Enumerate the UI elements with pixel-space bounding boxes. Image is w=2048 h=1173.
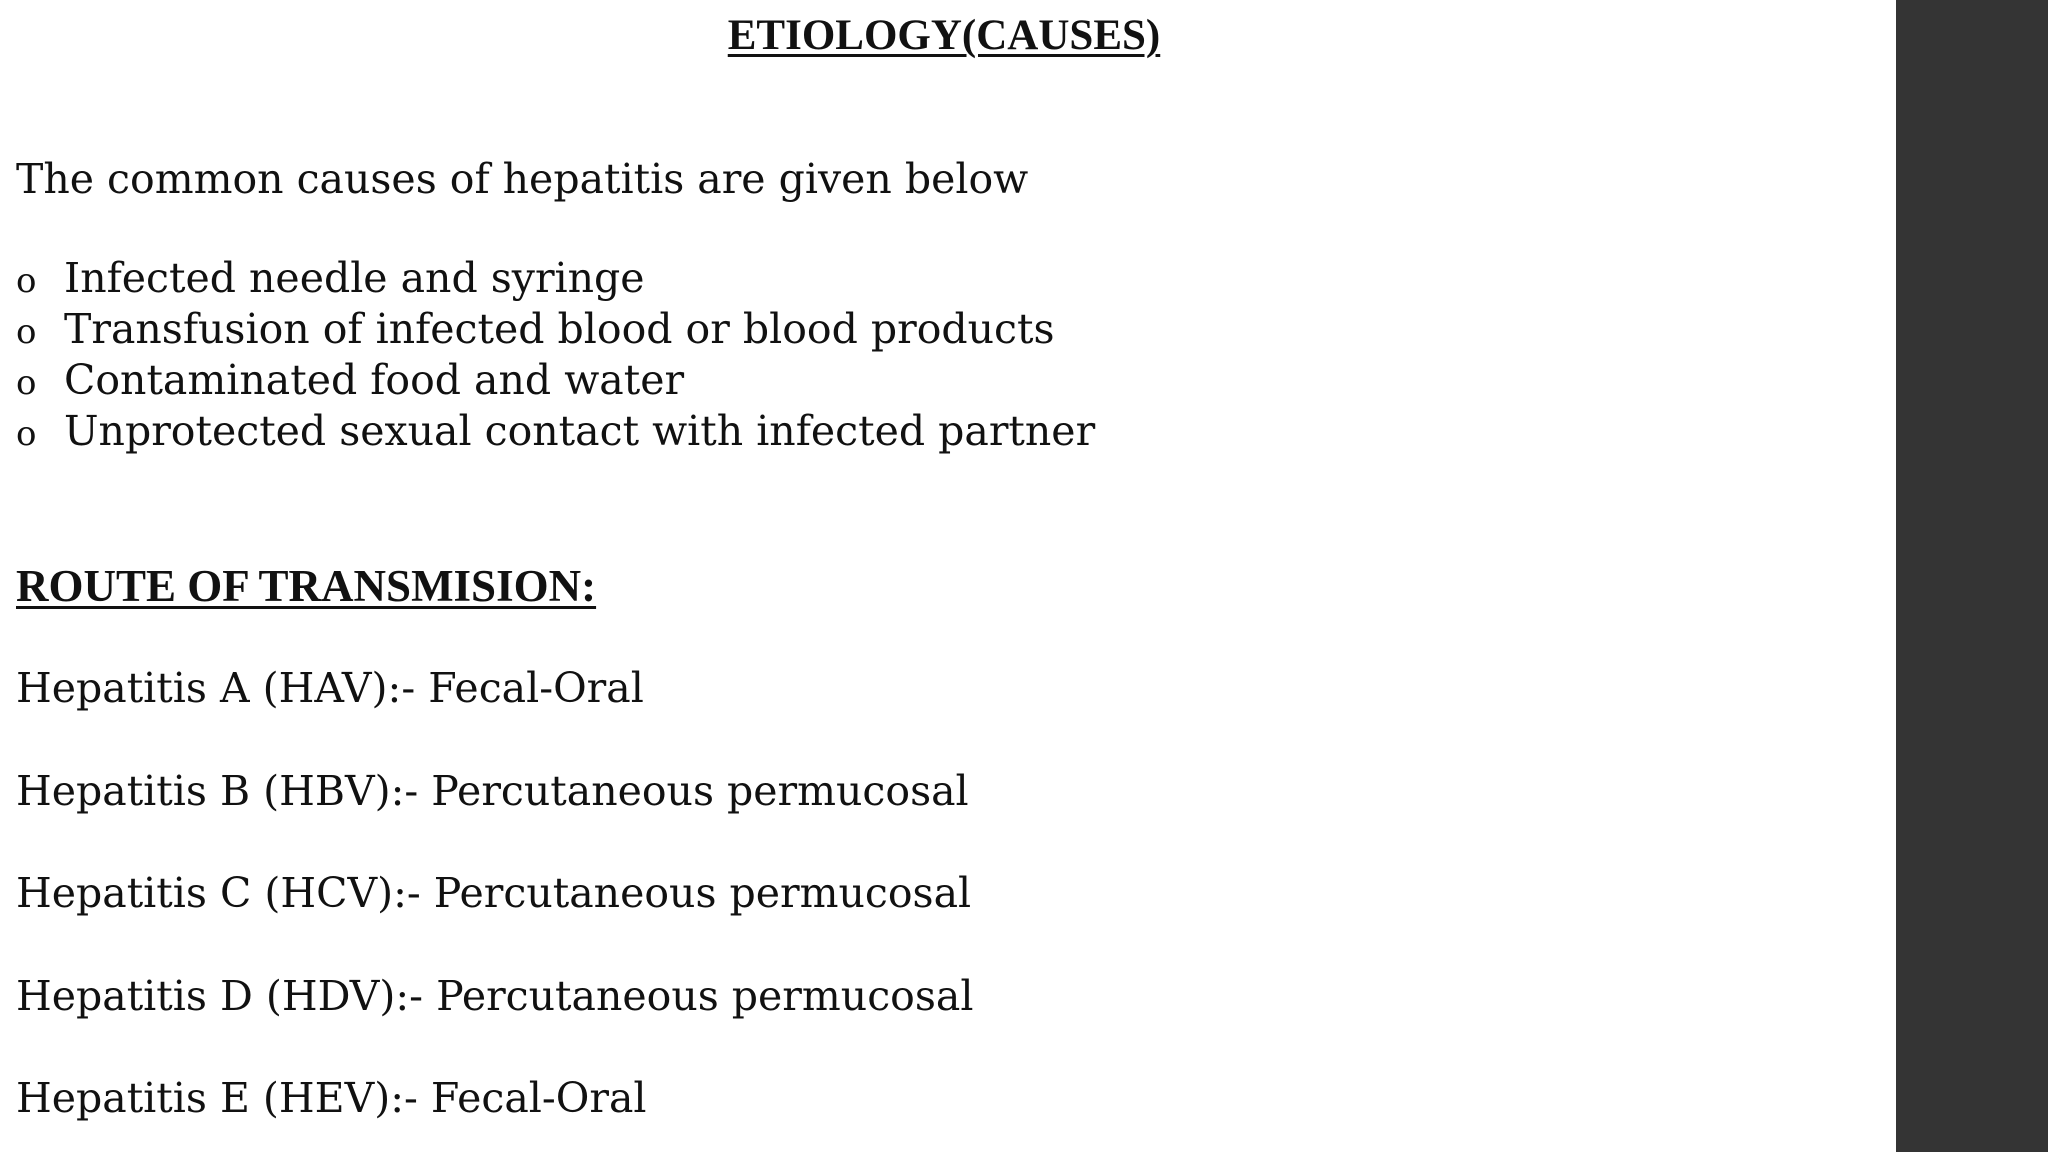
list-item: [16, 406, 1095, 457]
bullet-marker: o: [16, 363, 37, 403]
bullet-marker: o: [16, 261, 37, 301]
list-item: [16, 304, 1095, 355]
route-item: Hepatitis A (HAV):- Fecal-Oral: [16, 664, 644, 712]
section-heading: ROUTE OF TRANSMISION:: [16, 561, 597, 611]
list-item: [16, 253, 1095, 304]
causes-list: [16, 253, 1095, 457]
bullet-marker: o: [16, 312, 37, 352]
cause-text: Infected needle and syringe: [64, 254, 645, 302]
route-item: Hepatitis C (HCV):- Percutaneous permucosal: [16, 869, 972, 917]
cause-text: Contaminated food and water: [64, 356, 685, 404]
route-item: Hepatitis E (HEV):- Fecal-Oral: [16, 1074, 647, 1122]
bullet-marker: o: [16, 414, 37, 454]
cause-text: Transfusion of infected blood or blood products: [64, 305, 1055, 353]
list-item: [16, 355, 1095, 406]
transmission-routes-list: [16, 660, 973, 1173]
side-panel: [1896, 0, 2048, 1152]
intro-text: The common causes of hepatitis are given below: [16, 155, 1029, 203]
route-item: Hepatitis D (HDV):- Percutaneous permucosal: [16, 971, 974, 1020]
page-title: ETIOLOGY(CAUSES): [727, 12, 1161, 59]
route-item: Hepatitis B (HBV):- Percutaneous permucosal: [16, 766, 969, 815]
cause-text: Unprotected sexual contact with infected partner: [64, 407, 1096, 455]
